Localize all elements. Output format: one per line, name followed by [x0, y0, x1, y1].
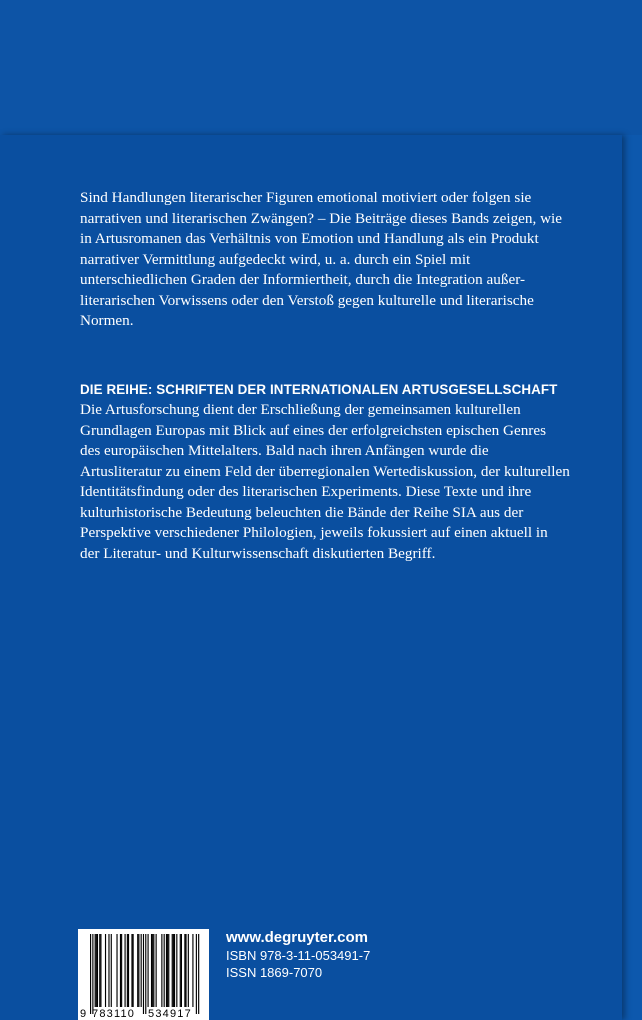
barcode-bar: [108, 934, 109, 1007]
barcode-bar: [180, 934, 181, 1007]
barcode-graphic: [78, 929, 209, 1020]
barcode-bar: [141, 934, 142, 1007]
barcode-bar: [184, 934, 185, 1007]
isbn-number: ISBN 978-3-11-053491-7: [226, 948, 371, 963]
barcode-bar: [127, 934, 128, 1007]
barcode-bar: [105, 934, 106, 1007]
series-text: Die Artusforschung dient der Erschließung der gemeinsamen kulturellen Grundlagen Europas mit Blick auf eines der erfolgreichsten epischen Genres des europäischen Mittelalters. Bald nach ihren Anfängen wurde die Artusliteratur zu einem Feld der überregionalen Wertediskussion, der kulturellen Identitätsfindung oder des literarischen Experiments. Diese Texte und ihre kulturhistorische Bedeutung beleuchten die Bände der Reihe SIA aus der Perspektive verschiedener Philologien, jeweils fokussiert auf einen aktuell in der Literatur- und Kulturwissenschaft diskutierten Begriff.: [80, 401, 570, 562]
barcode-bar: [174, 934, 175, 1007]
cover-right-edge: [622, 135, 642, 1020]
barcode-bar: [92, 934, 93, 1014]
barcode-bar: [176, 934, 177, 1007]
barcode-bar: [151, 934, 152, 1007]
barcode-bar: [166, 934, 167, 1007]
barcode-bar: [120, 934, 121, 1007]
barcode-bar: [116, 934, 117, 1007]
barcode-bar: [152, 934, 153, 1007]
barcode-bar: [137, 934, 138, 1007]
barcode-bar: [188, 934, 189, 1007]
barcode-left-digits: 783110: [92, 1008, 136, 1020]
barcode-bar: [164, 934, 165, 1007]
isbn-barcode: [78, 929, 209, 1020]
barcode-bar: [153, 934, 154, 1007]
barcode-bar: [161, 934, 162, 1007]
barcode-bar: [148, 934, 149, 1007]
barcode-right-digits: 534917: [148, 1008, 192, 1020]
issn-number: ISSN 1869-7070: [226, 965, 323, 980]
barcode-bar: [185, 934, 186, 1007]
barcode-bar: [156, 934, 157, 1007]
barcode-bar: [133, 934, 134, 1007]
series-heading: DIE REIHE: SCHRIFTEN DER INTERNATIONALEN ARTUSGESELLSCHAFT: [80, 382, 558, 397]
series-description: [80, 380, 570, 564]
publisher-website[interactable]: www.degruyter.com: [226, 929, 368, 946]
barcode-bar: [198, 934, 199, 1014]
barcode-bar: [97, 934, 98, 1007]
barcode-bar: [125, 934, 126, 1007]
barcode-bar: [128, 934, 129, 1007]
barcode-bar: [173, 934, 174, 1007]
barcode-bar: [90, 934, 91, 1014]
publisher-info: [226, 928, 370, 981]
cover-top-band: [0, 0, 642, 135]
barcode-first-digit: 9: [80, 1008, 87, 1020]
barcode-bar: [145, 934, 146, 1014]
barcode-bar: [121, 934, 122, 1007]
barcode-bar: [196, 934, 197, 1014]
barcode-bar: [192, 934, 193, 1007]
barcode-bar: [95, 934, 96, 1007]
barcode-bar: [131, 934, 132, 1007]
barcode-bar: [181, 934, 182, 1007]
barcode-bar: [100, 934, 101, 1007]
barcode-bar: [172, 934, 173, 1007]
book-blurb: Sind Handlungen literarischer Figuren emotional motiviert oder folgen sie narrativen und literarischen Zwängen? – Die Beiträge dieses Bands zeigen, wie in Artusromanen das Verhältnis von Emotion und Handlung als ein Produkt narrativer Vermittlung aufgedeckt wird, u. a. durch ein Spiel mit unterschiedlichen Graden der Informiertheit, durch die Integration außer-literarischen Vorwissens oder den Verstoß gegen kulturelle und literarische Normen.: [80, 189, 563, 329]
barcode-bar: [167, 934, 168, 1007]
barcode-bar: [138, 934, 139, 1007]
barcode-bar: [99, 934, 100, 1007]
barcode-bar: [96, 934, 97, 1007]
barcode-bar: [111, 934, 112, 1007]
barcode-bar: [143, 934, 144, 1014]
barcode-bar: [168, 934, 169, 1007]
